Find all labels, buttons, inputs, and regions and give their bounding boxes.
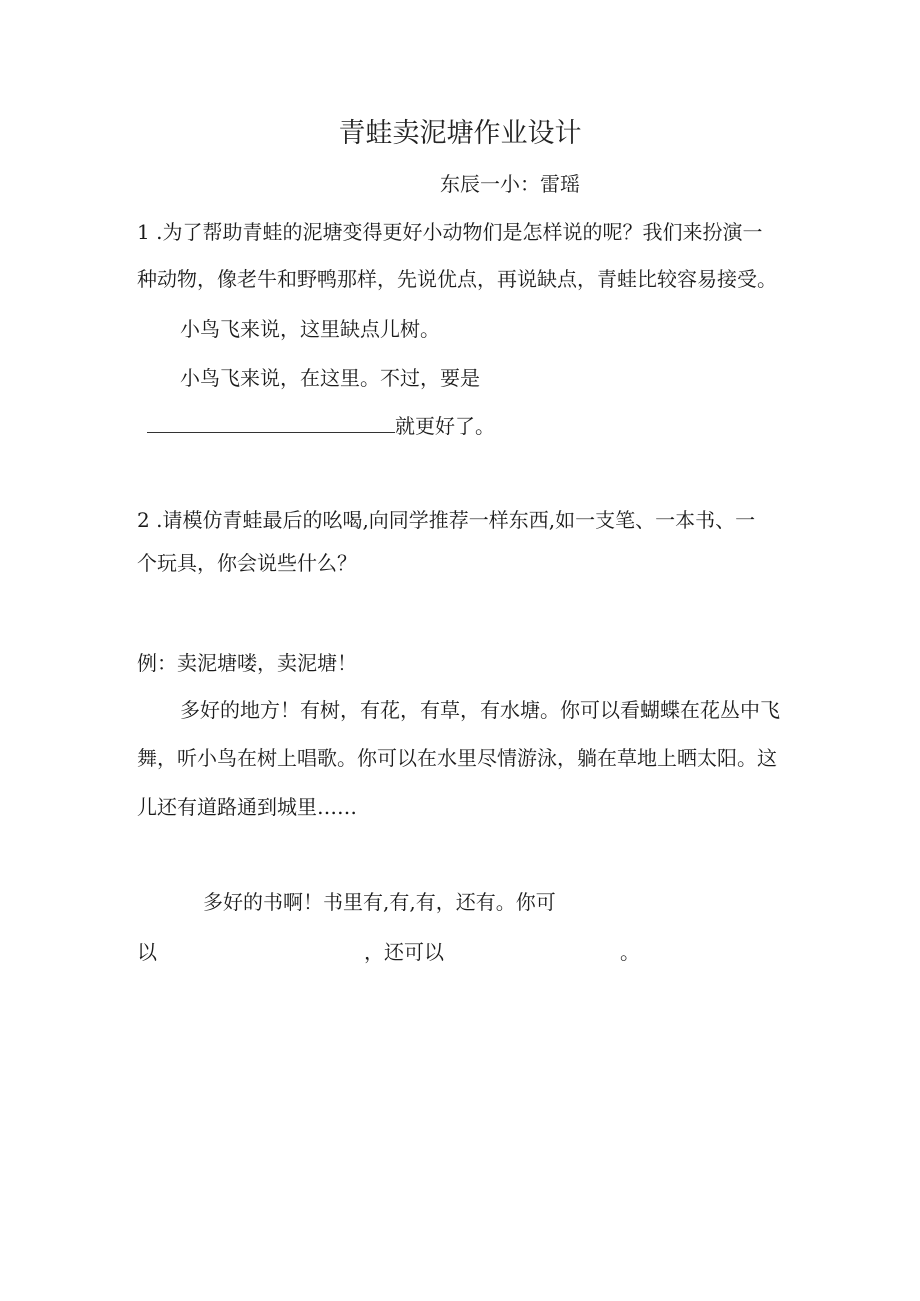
question-2-line-2: 个玩具，你会说些什么？: [137, 551, 357, 575]
example-line-2: 舞，听小鸟在树上唱歌。你可以在水里尽情游泳，躺在草地上晒太阳。这: [137, 746, 777, 770]
fill-line-1: 多好的书啊！书里有,有,有，还有。你可: [203, 890, 556, 914]
fill-middle: ，还可以: [364, 940, 444, 964]
question-1-ending: 就更好了。: [395, 414, 495, 438]
fill-start: 以: [137, 940, 157, 964]
question-1-line-2: 种动物，像老牛和野鸭那样，先说优点，再说缺点，青蛙比较容易接受。: [137, 267, 777, 291]
fill-end: 。: [620, 940, 640, 964]
example-line-1: 多好的地方！有树，有花，有草，有水塘。你可以看蝴蝶在花丛中飞: [180, 698, 780, 722]
question-2-line-1: 2 .请模仿青蛙最后的吆喝,向同学推荐一样东西,如一支笔、一本书、一: [137, 508, 756, 532]
example-heading: 例：卖泥塘喽，卖泥塘！: [137, 651, 357, 675]
question-1-line-1: 1 .为了帮助青蛙的泥塘变得更好小动物们是怎样说的呢？我们来扮演一: [137, 220, 763, 244]
answer-blank[interactable]: [147, 412, 395, 433]
question-1-example: 小鸟飞来说，这里缺点儿树。: [180, 317, 440, 341]
author-line: 东辰一小：雷瑶: [440, 172, 580, 196]
question-1-prompt: 小鸟飞来说，在这里。不过，要是: [180, 366, 480, 390]
page-title: 青蛙卖泥塘作业设计: [338, 118, 582, 149]
example-line-3: 儿还有道路通到城里……: [137, 795, 357, 819]
question-1-answer-line: [147, 412, 495, 440]
